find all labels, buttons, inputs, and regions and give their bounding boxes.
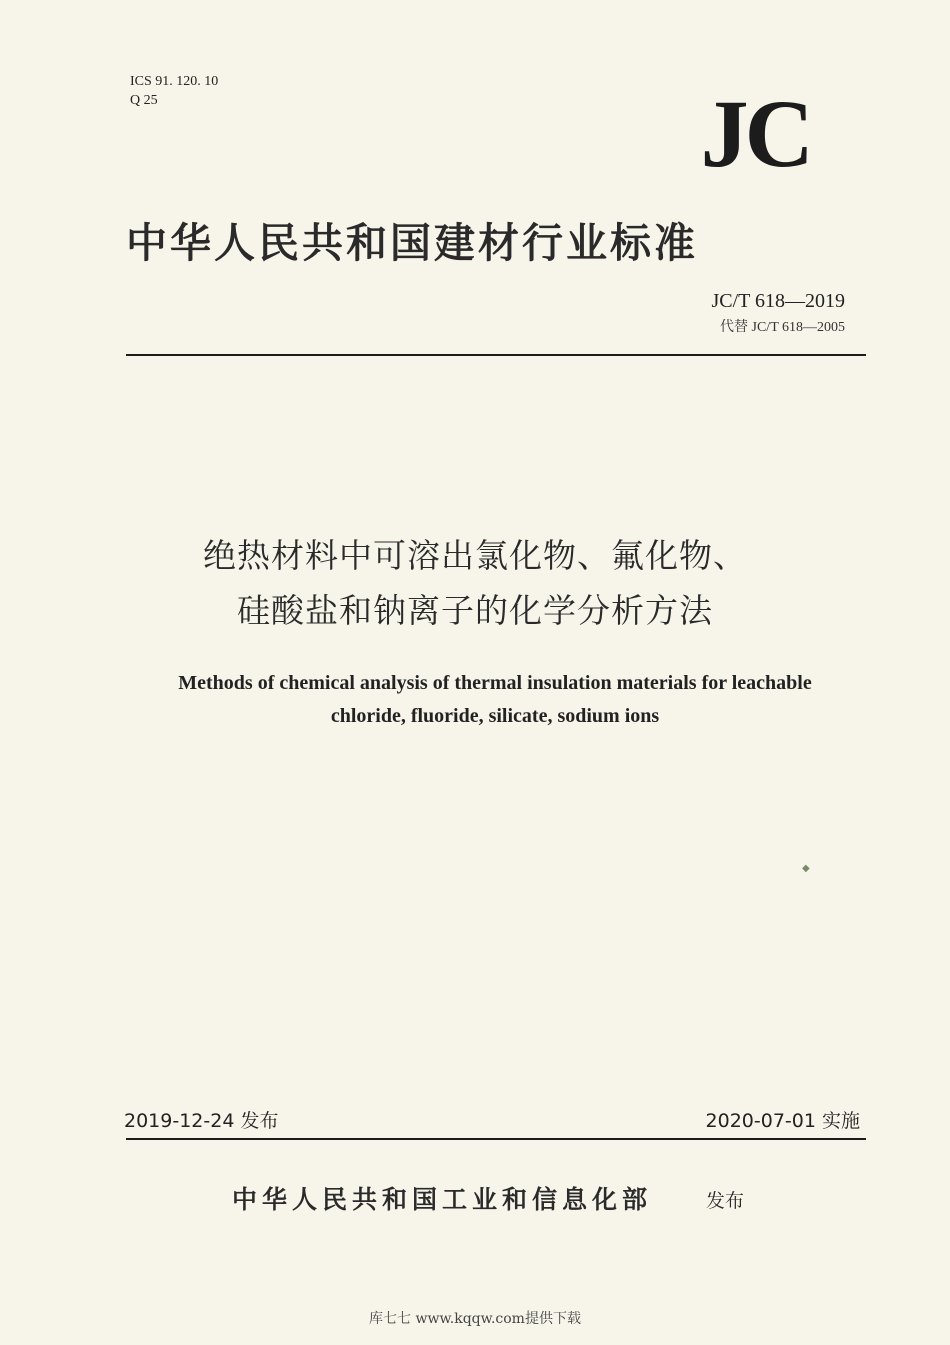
header-divider — [126, 354, 866, 356]
title-cn-line2: 硅酸盐和钠离子的化学分析方法 — [237, 591, 713, 630]
title-en-line1: Methods of chemical analysis of thermal insulation materials for leachable — [178, 672, 812, 694]
ccs-code: Q 25 — [130, 93, 158, 108]
standard-number: JC/T 618—2019 — [711, 290, 845, 312]
jc-logo: JC — [700, 80, 810, 187]
issuer-name: 中华人民共和国工业和信息化部 — [232, 1185, 653, 1214]
title-cn-line1: 绝热材料中可溶出氯化物、氟化物、 — [203, 536, 747, 575]
standard-replaces: 代替 JC/T 618—2005 — [720, 320, 845, 335]
organization-title: 中华人民共和国建材行业标准 — [126, 219, 698, 267]
title-en-line2: chloride, fluoride, silicate, sodium ions — [330, 705, 660, 727]
ics-code: ICS 91. 120. 10 — [130, 74, 219, 89]
classification-codes — [130, 72, 218, 110]
footer-divider — [126, 1138, 866, 1140]
issuer-suffix: 发布 — [706, 1190, 745, 1212]
scan-speck: ◆ — [802, 863, 810, 874]
implement-date: 2020-07-01 实施 — [705, 1110, 860, 1132]
publish-date: 2019-12-24 发布 — [124, 1110, 279, 1132]
download-footer: 库七七 www.kqqw.com提供下载 — [369, 1311, 581, 1327]
